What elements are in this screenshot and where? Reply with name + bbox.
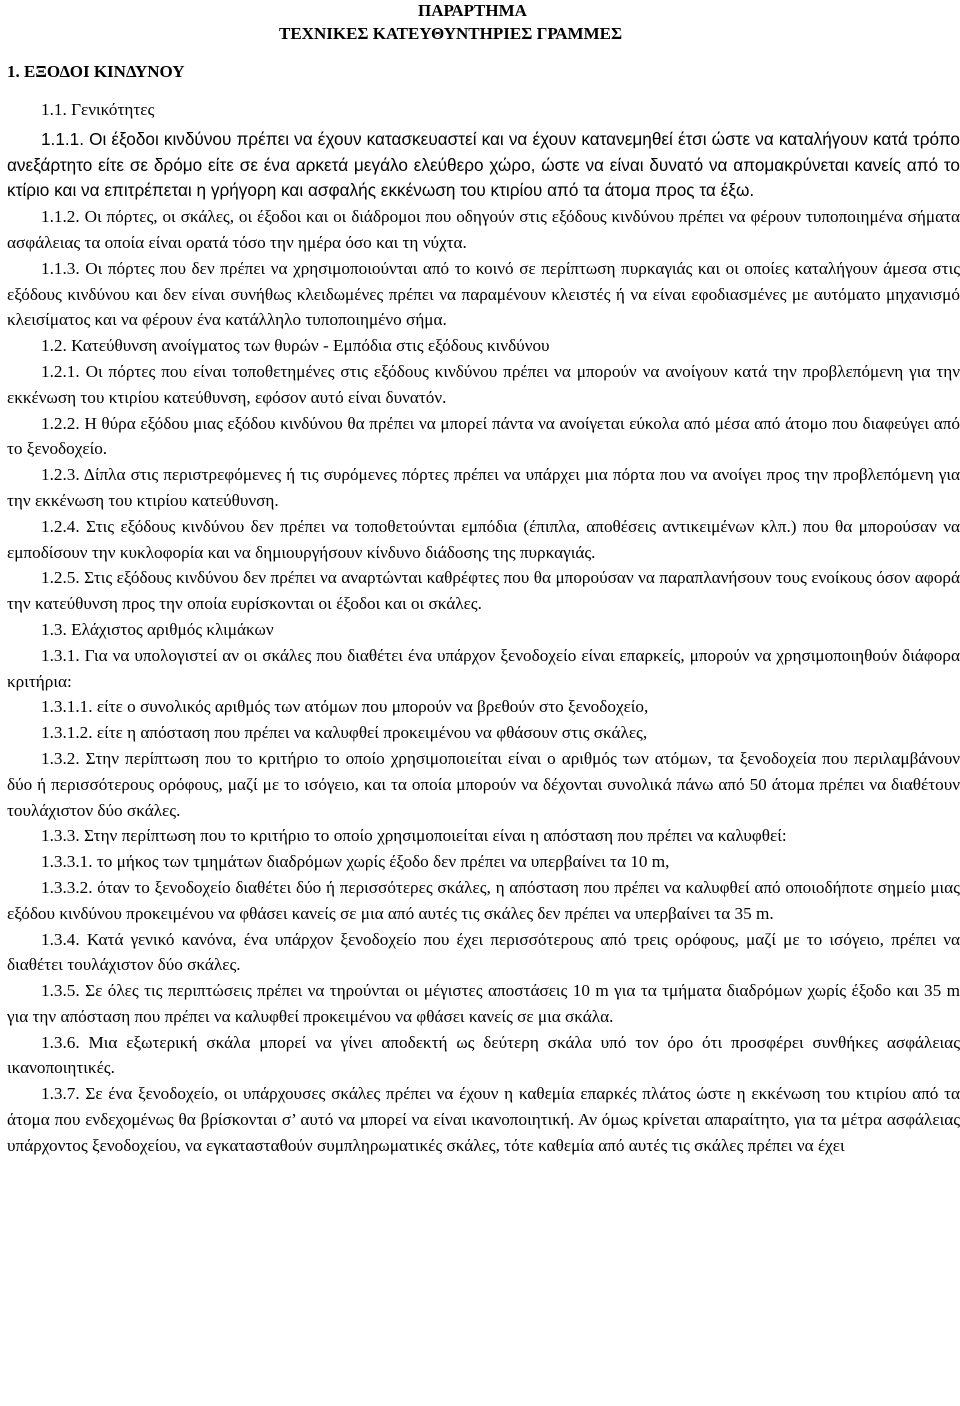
section-heading: 1. ΕΞΟΔΟΙ ΚΙΝΔΥΝΟΥ: [7, 62, 185, 81]
paragraph: 1.3.3.1. το μήκος των τμημάτων διαδρόμων χωρίς έξοδο δεν πρέπει να υπερβαίνει τα 10 m,: [41, 852, 670, 872]
paragraph: 1.2.2. Η θύρα εξόδου μιας εξόδου κινδύνου θα πρέπει να μπορεί πάντα να ανοίγεται εύκολα από μέσα από άτομο που διαφεύγει από το ξενοδοχείο.: [7, 413, 960, 459]
paragraph: 1.1.2. Οι πόρτες, οι σκάλες, οι έξοδοι και οι διάδρομοι που οδηγούν στις εξόδους κινδύνου πρέπει να φέρουν τυποποιημένα σήματα ασφάλειας τα οποία είναι ορατά τόσο την ημέρα όσο και τη νύχτα.: [7, 207, 960, 252]
paragraph: 1.2.1. Οι πόρτες που είναι τοποθετημένες στις εξόδους κινδύνου πρέπει να μπορούν να ανοίγουν κατά την προβλεπόμενη για την εκκένωση του κτιρίου κατεύθυνση, εφόσον αυτό είναι δυνατόν.: [7, 361, 960, 407]
paragraph: 1.3.4. Κατά γενικό κανόνα, ένα υπάρχον ξενοδοχείο που έχει περισσότερους από τρεις ορόφους, μαζί με το ισόγειο, πρέπει να διαθέτει τουλάχιστον δύο σκάλες.: [7, 929, 960, 975]
appendix-title: ΠΑΡΑΡΤΗΜΑ: [418, 1, 527, 20]
paragraph: 1.1.3. Οι πόρτες που δεν πρέπει να χρησιμοποιούνται από το κοινό σε περίπτωση πυρκαγιάς και οι οποίες καταλήγουν άμεσα στις εξόδους κινδύνου και δεν είναι συνήθως κλειδωμένες πρέπει να παραμένουν κλειστές ή να είναι εφοδιασμένες με αυτόματο μηχανισμό κλεισίματος και να φέρουν ένα κατάλληλο τυποποιημένο σήμα.: [7, 258, 960, 330]
paragraph: 1.2.3. Δίπλα στις περιστρεφόμενες ή τις συρόμενες πόρτες πρέπει να υπάρχει μια πόρτα που να ανοίγει προς την προβλεπόμενη για την εκκένωση του κτιρίου κατεύθυνση.: [7, 465, 960, 510]
paragraph: 1.3.2. Στην περίπτωση που το κριτήριο το οποίο χρησιμοποιείται είναι ο αριθμός των ατόμων, τα ξενοδοχεία που περιλαμβάνουν δύο ή περισσότερους ορόφους, μαζί με το ισόγειο, και τα οποία μπορούν να δέχονται συνολικά πάνω από 50 άτομα πρέπει να διαθέτουν τουλάχιστον δύο σκάλες.: [7, 748, 960, 820]
paragraph: 1.3.7. Σε ένα ξενοδοχείο, οι υπάρχουσες σκάλες πρέπει να έχουν η καθεμία επαρκές πλάτος ώστε η εκκένωση του κτιρίου από τα άτομα που ενδεχομένως θα βρίσκονται σ’ αυτό να μπορεί να είναι ικανοποιητική. Αν όμως κρίνεται απαραίτητο, για τα μέτρα ασφάλειας υπάρχοντος ξενοδοχείου, να εγκατασταθούν συμπληρωματικές σκάλες, τότε καθεμία από αυτές τις σκάλες πρέπει να έχει: [7, 1084, 960, 1155]
paragraph: 1.1.1. Οι έξοδοι κινδύνου πρέπει να έχουν κατασκευαστεί και να έχουν κατανεμηθεί έτσι ώστε να καταλήγουν κατά τρόπο ανεξάρτητο είτε σε δρόμο είτε σε ένα αρκετά μεγάλο ελεύθερο χώρο, ώστε να είναι δυνατό να απομακρύνεται κανείς από το κτίριο και να επιτρέπεται η γρήγορη και ασφαλής εκκένωση του κτιρίου από τα άτομα προς τα έξω.: [7, 128, 960, 201]
paragraph: 1.3.1. Για να υπολογιστεί αν οι σκάλες που διαθέτει ένα υπάρχον ξενοδοχείο είναι επαρκείς, μπορούν να χρησιμοποιηθούν διάφορα κριτήρια:: [7, 645, 960, 691]
subsection-heading: 1.2. Κατεύθυνση ανοίγματος των θυρών - Εμπόδια στις εξόδους κινδύνου: [41, 336, 550, 356]
paragraph: 1.3.1.2. είτε η απόσταση που πρέπει να καλυφθεί προκειμένου να φθάσουν στις σκάλες,: [41, 723, 648, 743]
document-body: [7, 97, 960, 1159]
paragraph: 1.3.5. Σε όλες τις περιπτώσεις πρέπει να τηρούνται οι μέγιστες αποστάσεις 10 m για τα τμήματα διαδρόμων χωρίς έξοδο και 35 m για την απόσταση που πρέπει να καλυφθεί προκειμένου να φθάσει κανείς σε μια σκάλα.: [7, 981, 960, 1026]
subsection-heading: 1.1. Γενικότητες: [41, 100, 155, 119]
paragraph: 1.3.3.2. όταν το ξενοδοχείο διαθέτει δύο ή περισσότερες σκάλες, η απόσταση που πρέπει να καλυφθεί από οποιοδήποτε σημείο μιας εξόδου κινδύνου προκειμένου να φθάσει κανείς σε μια από αυτές τις σκάλες δεν πρέπει να υπερβαίνει τα 35 m.: [7, 877, 960, 923]
subsection-heading: 1.3. Ελάχιστος αριθμός κλιμάκων: [41, 619, 274, 639]
paragraph: 1.3.3. Στην περίπτωση που το κριτήριο το οποίο χρησιμοποιείται είναι η απόσταση που πρέπει να καλυφθεί:: [41, 826, 787, 846]
paragraph: 1.3.1.1. είτε ο συνολικός αριθμός των ατόμων που μπορούν να βρεθούν στο ξενοδοχείο,: [41, 697, 649, 717]
paragraph: 1.2.5. Στις εξόδους κινδύνου δεν πρέπει να αναρτώνται καθρέφτες που θα μπορούσαν να παραπλανήσουν τους ενοίκους όσον αφορά την κατεύθυνση προς την οποία ευρίσκονται οι έξοδοι και οι σκάλες.: [7, 568, 960, 614]
paragraph: 1.2.4. Στις εξόδους κινδύνου δεν πρέπει να τοποθετούνται εμπόδια (έπιπλα, αποθέσεις αντικειμένων κλπ.) που θα μπορούσαν να εμποδίσουν την κυκλοφορία και να δημιουργήσουν κίνδυνο διάδοσης της πυρκαγιάς.: [7, 516, 960, 562]
guidelines-title: ΤΕΧΝΙΚΕΣ ΚΑΤΕΥΘΥΝΤΗΡΙΕΣ ΓΡΑΜΜΕΣ: [279, 24, 623, 43]
paragraph: 1.3.6. Μια εξωτερική σκάλα μπορεί να γίνει αποδεκτή ως δεύτερη σκάλα υπό τον όρο ότι προσφέρει συνθήκες ασφάλειας ικανοποιητικές.: [7, 1032, 960, 1078]
